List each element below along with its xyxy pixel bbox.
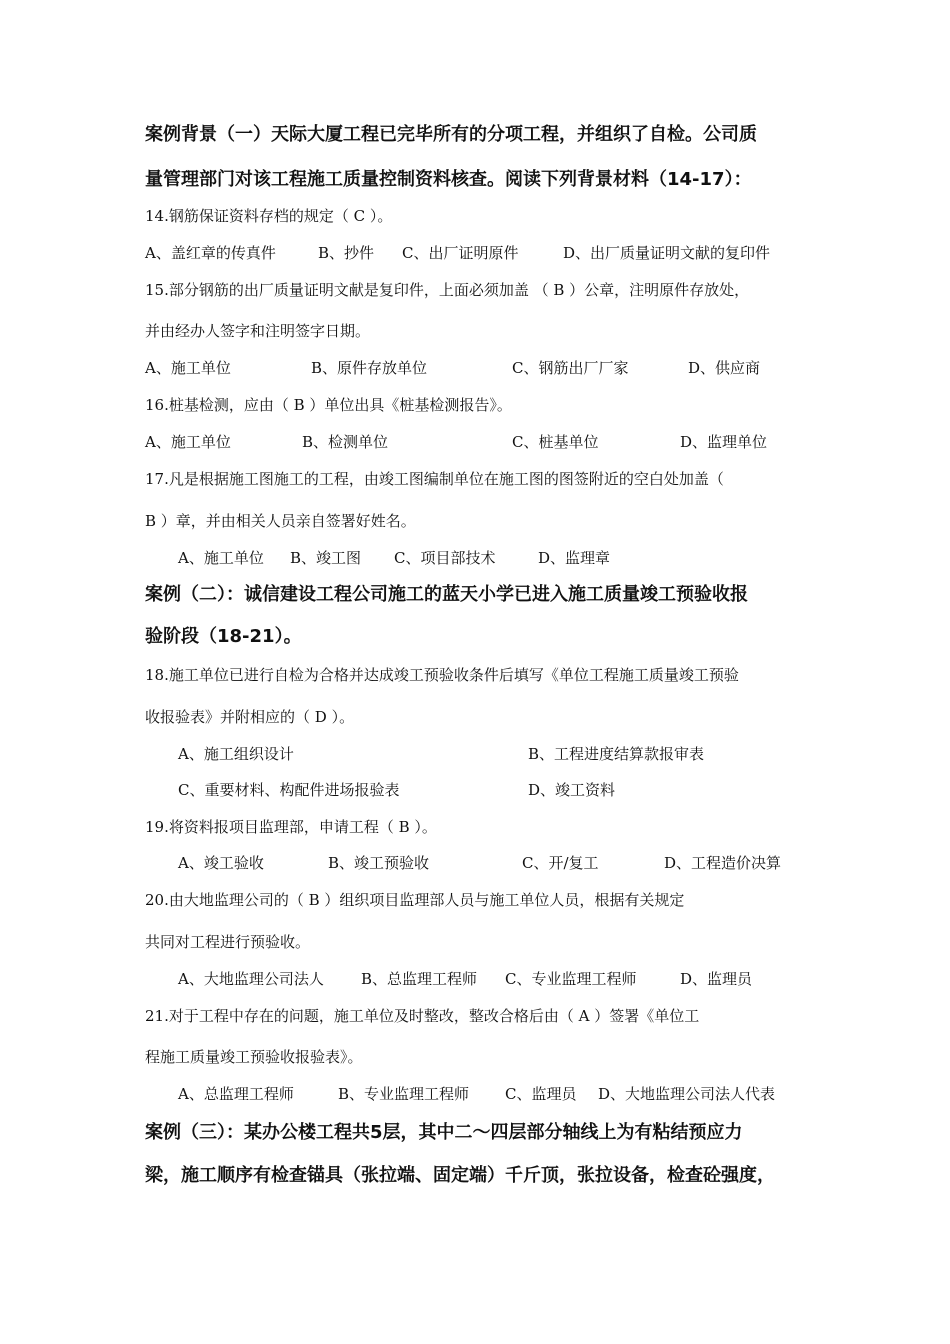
q14-option-d: D、出厂质量证明文献的复印件 — [563, 244, 771, 262]
question-21-line1: 21.对于工程中存在的问题，施工单位及时整改，整改合格后由（ A ）签署《单位工 — [145, 1007, 700, 1025]
q19-option-a: A、竣工验收 — [178, 854, 264, 872]
q20-option-a: A、大地监理公司法人 — [178, 970, 324, 988]
q17-option-b: B、竣工图 — [290, 549, 362, 567]
q20-option-d: D、监理员 — [680, 970, 753, 988]
q16-option-a: A、施工单位 — [145, 433, 231, 451]
question-16: 16.桩基检测，应由（ B ）单位出具《桩基检测报告》。 — [145, 396, 512, 414]
question-21-line2: 程施工质量竣工预验收报验表》。 — [145, 1048, 363, 1066]
q16-option-b: B、检测单位 — [302, 433, 389, 451]
case1-heading-line2: 量管理部门对该工程施工质量控制资料核查。阅读下列背景材料（14-17）： — [145, 169, 752, 190]
question-17-line1: 17.凡是根据施工图施工的工程，由竣工图编制单位在施工图的图签附近的空白处加盖（ — [145, 470, 724, 488]
case1-heading-line1: 案例背景（一）天际大厦工程已完毕所有的分项工程，并组织了自检。公司质 — [145, 124, 757, 145]
q19-option-d: D、工程造价决算 — [664, 854, 782, 872]
question-19: 19.将资料报项目监理部，申请工程（ B ）。 — [145, 818, 437, 836]
q14-option-a: A、盖红章的传真件 — [145, 244, 276, 262]
q15-option-d: D、供应商 — [688, 359, 761, 377]
q18-option-d: D、竣工资料 — [528, 781, 616, 799]
question-14: 14.钢筋保证资料存档的规定（ C ）。 — [145, 207, 393, 225]
q17-option-d: D、监理章 — [538, 549, 611, 567]
q21-option-b: B、专业监理工程师 — [338, 1085, 470, 1103]
question-20-line2: 共同对工程进行预验收。 — [145, 933, 311, 951]
q21-option-d: D、大地监理公司法人代表 — [598, 1085, 776, 1103]
case3-heading-line1: 案例（三）：某办公楼工程共5层，其中二～四层部分轴线上为有粘结预应力 — [145, 1122, 743, 1143]
question-20-line1: 20.由大地监理公司的（ B ）组织项目监理部人员与施工单位人员，根据有关规定 — [145, 891, 685, 909]
question-15-line1: 15.部分钢筋的出厂质量证明文献是复印件，上面必须加盖 （ B ）公章，注明原件存放处， — [145, 281, 750, 299]
question-18-line2: 收报验表》并附相应的（ D ）。 — [145, 708, 355, 726]
case3-heading-line2: 梁，施工顺序有检查锚具（张拉端、固定端）千斤顶，张拉设备，检查砼强度， — [145, 1165, 775, 1186]
q15-option-c: C、钢筋出厂厂家 — [512, 359, 629, 377]
q20-option-c: C、专业监理工程师 — [505, 970, 637, 988]
q19-option-c: C、开/复工 — [522, 854, 599, 872]
q16-option-c: C、桩基单位 — [512, 433, 599, 451]
question-15-line2: 并由经办人签字和注明签字日期。 — [145, 322, 371, 340]
q21-option-c: C、监理员 — [505, 1085, 577, 1103]
q18-option-c: C、重要材料、构配件进场报验表 — [178, 781, 400, 799]
q21-option-a: A、总监理工程师 — [178, 1085, 294, 1103]
q15-option-a: A、施工单位 — [145, 359, 231, 377]
case2-heading-line1: 案例（二）：诚信建设工程公司施工的蓝天小学已进入施工质量竣工预验收报 — [145, 584, 748, 605]
question-17-line2: B ）章，并由相关人员亲自签署好姓名。 — [145, 512, 416, 530]
q20-option-b: B、总监理工程师 — [361, 970, 478, 988]
q16-option-d: D、监理单位 — [680, 433, 768, 451]
q17-option-c: C、项目部技术 — [394, 549, 496, 567]
question-18-line1: 18.施工单位已进行自检为合格并达成竣工预验收条件后填写《单位工程施工质量竣工预验 — [145, 666, 739, 684]
case2-heading-line2: 验阶段（18-21）。 — [145, 626, 302, 647]
q14-option-c: C、出厂证明原件 — [402, 244, 519, 262]
q15-option-b: B、原件存放单位 — [311, 359, 428, 377]
q18-option-b: B、工程进度结算款报审表 — [528, 745, 705, 763]
q19-option-b: B、竣工预验收 — [328, 854, 430, 872]
q18-option-a: A、施工组织设计 — [178, 745, 294, 763]
q17-option-a: A、施工单位 — [178, 549, 264, 567]
q14-option-b: B、抄件 — [318, 244, 375, 262]
